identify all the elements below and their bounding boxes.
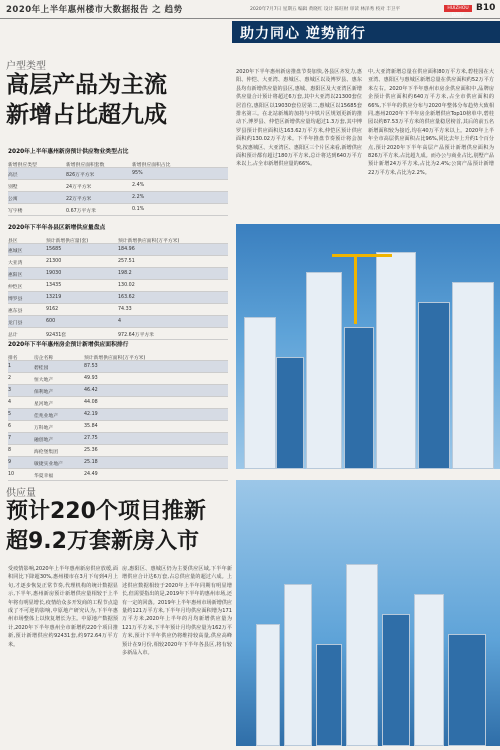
cell-units: 9162 — [46, 307, 59, 312]
table-row — [8, 268, 228, 280]
cell-type: 公寓 — [8, 197, 18, 202]
cell-units: 15685 — [46, 247, 62, 252]
cell-developer: 恒大地产 — [34, 378, 54, 383]
table-row — [8, 168, 228, 180]
cell-developer: 碧桂园 — [34, 366, 49, 371]
cell-units: 92431套 — [46, 333, 67, 338]
cell-district: 博罗县 — [8, 297, 23, 302]
building-shape — [316, 644, 342, 746]
cell-area: 4 — [118, 319, 122, 324]
cell-developer: 万科地产 — [34, 426, 54, 431]
cell-units: 13435 — [46, 283, 62, 288]
cell-units: 21300 — [46, 259, 62, 264]
cell-units: 600 — [46, 319, 56, 324]
building-shape — [382, 614, 410, 746]
cell-area: 46.42 — [84, 388, 98, 393]
crane-icon — [354, 254, 357, 324]
cell-rank: 9 — [8, 460, 12, 465]
cell-developer: 佳兆业地产 — [34, 414, 58, 419]
table-row — [8, 192, 228, 204]
cell-area: 826万平方米 — [66, 173, 95, 178]
cell-share: 95% — [132, 171, 143, 176]
cell-area: 74.33 — [118, 307, 132, 312]
cell-rank: 6 — [8, 424, 12, 429]
cell-area: 130.02 — [118, 283, 135, 288]
cell-developer: 海伦堡集团 — [34, 450, 58, 455]
table-property-type — [8, 146, 228, 216]
building-shape — [448, 634, 486, 746]
building-shape — [452, 282, 494, 469]
article2-column-1: 受疫情影响,2020年上半年惠州新房供应放缓,面积同比下降超30%,惠州楼市在3月下旬到4月上旬,才逐步恢复正常节奏,代理机构的统计数据显示,下半年,惠州新房预计新增供应量相较于上半年将有明显增长,疫情给众多开发商的工程节点造成了不可逆的影响,中原地产研究认为,下半年惠州市场整体上以恢复增长为主。中原地产数据预计,2020年下半年惠州全市新增约220个项目推新,预计新增供应约92431套,约972.64万平方米。 — [8, 566, 118, 648]
table-row — [8, 409, 228, 421]
cell-area: 25.18 — [84, 460, 98, 465]
table-district-supply — [8, 222, 228, 340]
article2-kicker: 供应量 — [6, 488, 36, 499]
table-row — [8, 304, 228, 316]
table-row — [8, 180, 228, 192]
cell-rank: 5 — [8, 412, 12, 417]
table-developer-ranking — [8, 339, 228, 481]
building-shape — [346, 564, 378, 746]
cell-rank: 2 — [8, 376, 12, 381]
article1-headline-line2: 新增占比超九成 — [6, 102, 167, 128]
cell-area: 49.93 — [84, 376, 98, 381]
table1-title: 2020年上半年惠州新房预计供应物业类型占比 — [8, 149, 129, 155]
cell-developer: 星河地产 — [34, 402, 54, 407]
cell-area: 42.19 — [84, 412, 98, 417]
cell-developer: 敏捷实业地产 — [34, 462, 63, 467]
table3-title: 2020年下半年惠州房企预计新增供应面积排行 — [8, 342, 129, 348]
cell-developer: 保利地产 — [34, 390, 54, 395]
table-row — [8, 292, 228, 304]
building-shape — [414, 594, 444, 746]
table-row — [8, 244, 228, 256]
cell-rank: 3 — [8, 388, 12, 393]
cell-area: 184.96 — [118, 247, 135, 252]
cell-developer: 华夏幸福 — [34, 474, 54, 479]
table1-col-type: 新增供应类型 — [8, 163, 37, 168]
cell-area: 25.36 — [84, 448, 98, 453]
cell-district: 龙门县 — [8, 321, 23, 326]
table1-header-row — [8, 158, 228, 168]
cell-area: 0.67万平方米 — [66, 209, 96, 214]
slogan-banner — [232, 21, 500, 43]
cell-rank: 7 — [8, 436, 12, 441]
table-row — [8, 204, 228, 216]
cell-area: 24万平方米 — [66, 185, 92, 190]
table1-col-share: 新增供应面积占比 — [132, 163, 171, 168]
cell-share: 2.2% — [132, 195, 145, 200]
cell-area: 972.64万平方米 — [118, 333, 154, 338]
cell-district: 惠东县 — [8, 309, 23, 314]
article1-headline-line1: 高层产品为主流 — [6, 72, 167, 98]
table-row — [8, 445, 228, 457]
cell-type: 写字楼 — [8, 209, 23, 214]
cell-area: 24.49 — [84, 472, 98, 477]
table1-col-area: 新增供应面积套数 — [66, 163, 105, 168]
table-row — [8, 385, 228, 397]
cell-district: 总计 — [8, 333, 18, 338]
cell-area: 27.75 — [84, 436, 98, 441]
section-title: 2020年上半年惠州楼市大数据报告 之 趋势 — [6, 5, 183, 15]
building-shape — [276, 357, 304, 469]
cell-rank: 4 — [8, 400, 12, 405]
building-shape — [418, 302, 450, 469]
cell-type: 高层 — [8, 173, 18, 178]
cell-area: 22万平方米 — [66, 197, 92, 202]
table3-header-row — [8, 351, 228, 361]
cell-type: 别墅 — [8, 185, 18, 190]
publication-tag: HUIZHOU DAILY — [444, 5, 472, 12]
city-skyline-illustration — [236, 224, 500, 469]
cell-area: 35.84 — [84, 424, 98, 429]
cell-units: 19030 — [46, 271, 62, 276]
cell-share: 2.4% — [132, 183, 145, 188]
table-row — [8, 361, 228, 373]
building-shape — [306, 272, 342, 469]
cell-developer: 融创地产 — [34, 438, 54, 443]
cell-area: 87.53 — [84, 364, 98, 369]
table-row — [8, 397, 228, 409]
cell-district: 大亚湾 — [8, 261, 23, 266]
table-row — [8, 433, 228, 445]
article1-column-middle: 2020年下半年惠州新房推盘节奏加快,各县区齐发力,惠阳、仲恺、大亚湾、惠城区、惠城区以及博罗县、惠东县均有新增供应量的县区,惠城、惠阳区及大亚湾区新增供应量合计预计将超过6万套,其中大亚湾以21300套位居首位,惠阳区以19030套位居第二,惠城区以15685套排名第三。在北站新城的加持与中铁片区规划更新的推动下,博罗县、仲恺区新增供应量均超过1.3万套,其中博罗县预计供应面积达163.62万平方米,仲恺区预计供应面积约130.02万平方米。下半年推盘节奏预计将会加快,按惠城区、大亚湾区、惠阳区三个片区来看,新增供应面积预计都有超过180万平方米,总计将达到640万平方米以上,占全市新增供应量的66%。 — [236, 69, 362, 168]
cell-district: 惠城区 — [8, 249, 23, 254]
cell-rank: 8 — [8, 448, 12, 453]
building-shape — [244, 317, 276, 469]
table2-col-units: 预计新增供应量(套) — [46, 239, 89, 244]
cell-area: 163.62 — [118, 295, 135, 300]
article2-headline-line2: 超9.2万套新房入市 — [6, 529, 199, 554]
article2-headline-line1: 预计220个项目推新 — [6, 499, 206, 524]
table2-col-district: 县区 — [8, 239, 18, 244]
cell-share: 0.1% — [132, 207, 145, 212]
table3-col-area: 预计新增供应面积(万平方米) — [84, 356, 146, 361]
building-shape — [344, 327, 374, 469]
cell-area: 257.51 — [118, 259, 135, 264]
cell-rank: 10 — [8, 472, 15, 477]
table-row — [8, 316, 228, 328]
banner-slogan: 助力同心 逆势前行 — [240, 26, 366, 42]
building-shape — [284, 584, 312, 746]
table-row — [8, 469, 228, 481]
table-row — [8, 421, 228, 433]
crane-arm — [332, 254, 392, 257]
building-shape — [376, 252, 416, 469]
cell-district: 仲恺区 — [8, 285, 23, 290]
article2-column-2: 房,惠阳区、惠城区仍为主要供应区域,下半年新增供应合计达6万套,占总供应量的超过六成。上述供应数据相较于2020年上半年同期有明显增长,但需要指出的是,2019年下半年的惠州市场,还有一定的回落。2019年上半年惠州市场新增供应量约121万平方米,下半年月均供应面积增为171万平方米,2020年上半年的月均新增供应量为121万平方米,下半年预计月均供应量为162万平方米,预计下半年供应仍将维持较高量,供应高峰预计在9月份,相较2020年下半年各县区,将有较多新品入市。 — [122, 566, 232, 657]
page-number: B10 — [476, 3, 496, 13]
page-header — [0, 0, 500, 19]
table3-col-rank: 排名 — [8, 356, 18, 361]
cell-district: 惠阳区 — [8, 273, 23, 278]
table3-col-developer: 房企名称 — [34, 356, 54, 361]
table2-title: 2020年下半年各县区新增供应量盘点 — [8, 225, 106, 231]
table2-header-row — [8, 234, 228, 244]
article1-kicker: 户型类型 — [6, 61, 46, 72]
cell-units: 13219 — [46, 295, 62, 300]
cell-area: 44.08 — [84, 400, 98, 405]
issue-meta: 2020年7月7日 星期五 编辑 黄晓红 设计 陈旺财 审读 林泽秀 校对 丰卫平 — [250, 7, 401, 12]
table-row — [8, 457, 228, 469]
table2-col-area: 预计新增供应面积(万平方米) — [118, 239, 180, 244]
table-row — [8, 256, 228, 268]
cell-area: 198.2 — [118, 271, 132, 276]
article1-column-right: 中,大亚湾新增总量在供应面积80万平方米,碧桂园在大亚湾、惠阳区与惠城区新增总量在供应面积约52万平方米左右。2020年下半年惠州市房企供应面积中,品牌房企预计供应面积约640万平方米,占全市供应面积的66%,下半年的供应分布与2020年整体分布趋势大致相同,惠州2020年下半年房企新增供应Top10榜单中,碧桂园以约87.53万平方米的供应量稳居榜首,其后的前五名新增面积较为接近,均在40万平方米以上。2020年上半年全市高层供应面积占比96%,同比去年上升约1个百分点,预计2020年下半年高层产品预计新增供应面积为826万平方米,占比超九成。而办公与商业占比,别墅产品预计新增24万平方米,占比为2.4%;公寓产品预计新增22万平方米,占比为2.2%。 — [368, 69, 494, 176]
table-row — [8, 373, 228, 385]
city-aerial-illustration — [236, 480, 500, 746]
cell-rank: 1 — [8, 364, 12, 369]
table-row — [8, 280, 228, 292]
building-shape — [256, 624, 280, 746]
